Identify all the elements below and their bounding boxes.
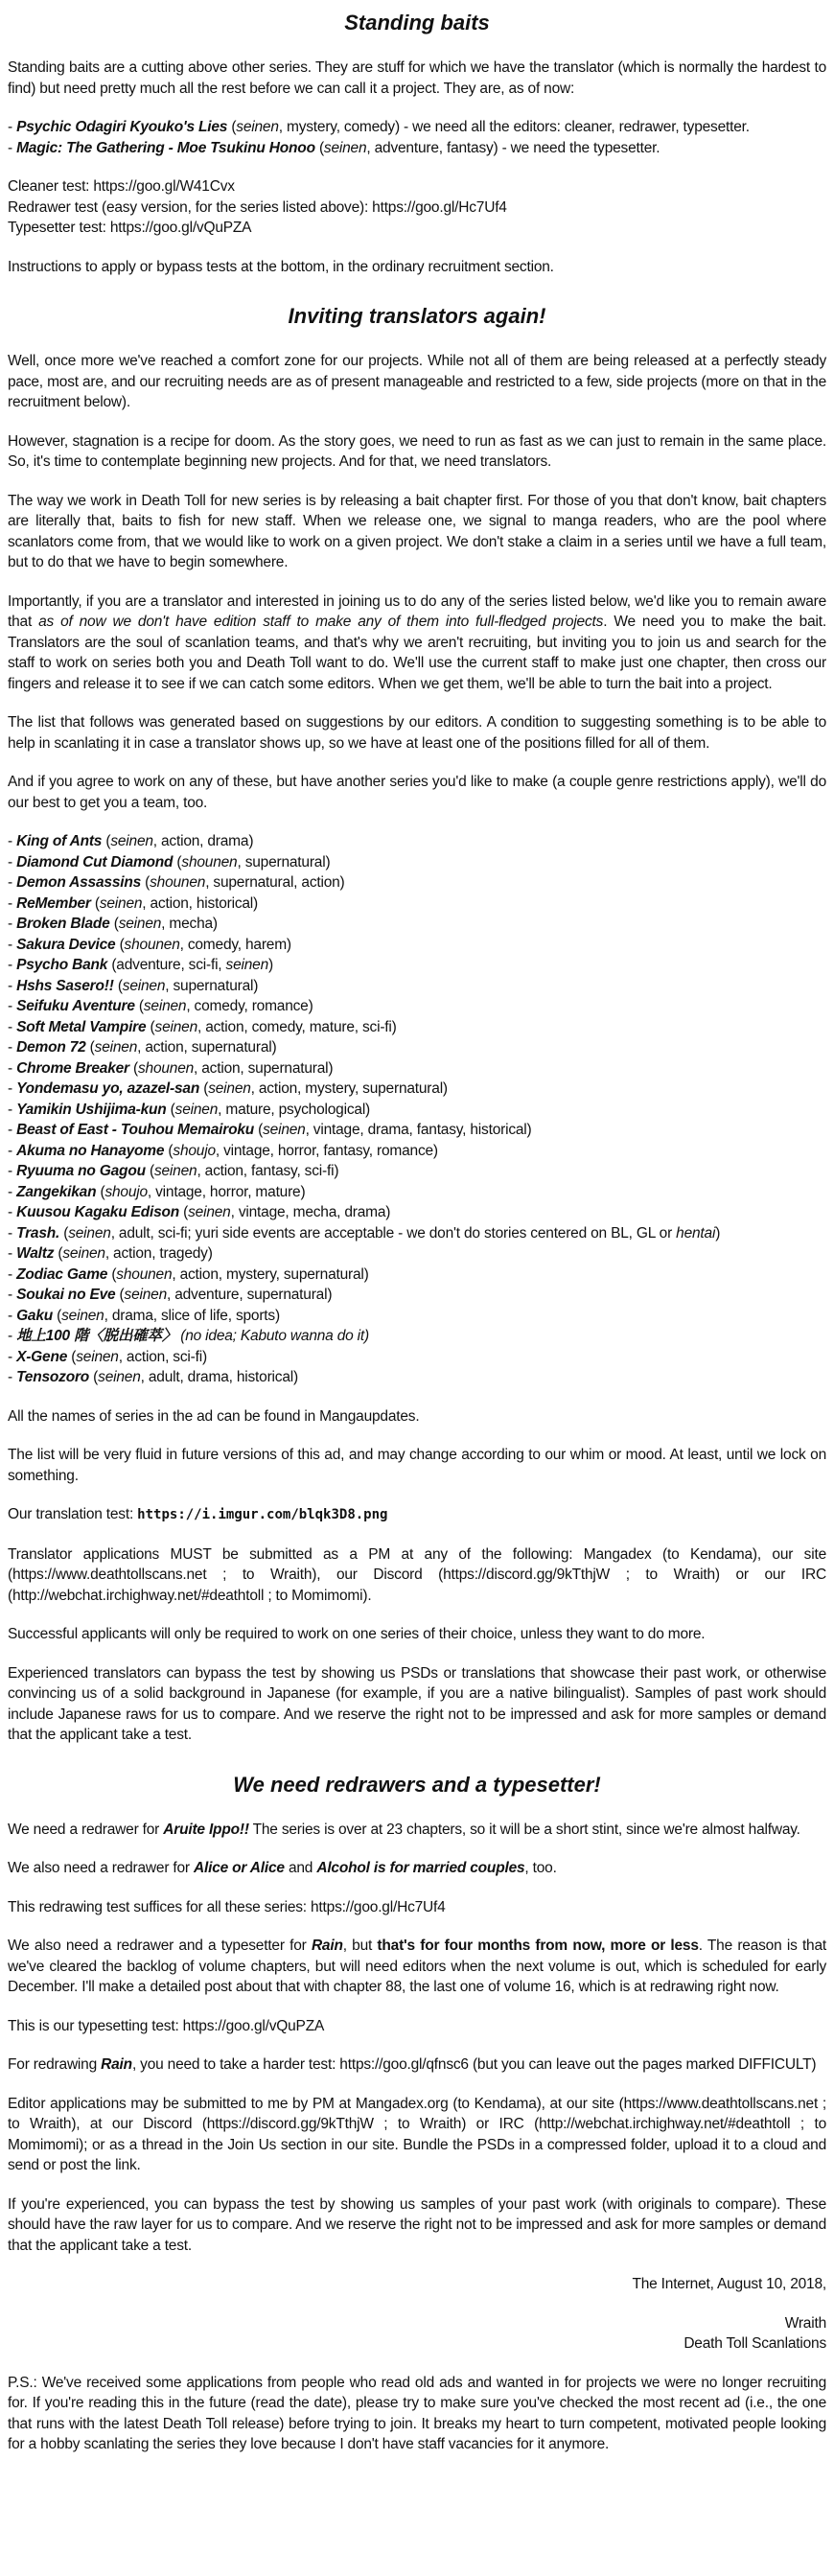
series-list-item [8,955,826,976]
text-segment: If you're experienced, you can bypass the test by showing us samples of your past work (with originals to compare). These should have the raw layer for us to compare. And we reserve the right not to be impressed and ask for more samples or demand that the applicant take a test. [8,2195,826,2254]
text-segment: ( [314,139,324,156]
text-segment: The Internet, August 10, 2018, [632,2276,826,2292]
series-list-item [8,1265,826,1286]
text-segment: Typesetter test: https://goo.gl/vQuPZA [8,220,252,236]
text-segment: Yamikin Ushijima-kun [16,1101,167,1118]
text-segment: ( [145,1163,154,1179]
text-segment: ( [90,894,100,912]
text-segment: , vintage, horror, fantasy, romance) [215,1142,438,1159]
heading-inviting-translators: Inviting translators again! [288,304,546,328]
text-segment: We need a redrawer for [8,1821,164,1838]
text-segment: - [8,1265,17,1283]
series-list-item [8,1079,826,1100]
text-segment: Gaku [16,1307,54,1324]
text-segment: Wraith [784,2314,826,2332]
series-list-item [8,1243,826,1265]
text-segment: ( [134,998,144,1014]
text-segment: . The reason is that we've cleared the backlog of volume chapters, but will need editors when the next volume is out, which is scheduled for early December. I'll make a detailed post about that with chapter 88, the last one of volume 16, which is at redrawing right now. [8,1938,826,1995]
text-segment: , comedy, harem) [179,936,291,953]
text-segment: shounen [124,936,180,953]
text-segment: - [8,1287,17,1303]
text-segment: seinen [110,833,153,849]
text-segment: that's for four months from now, more or less [377,1938,699,1954]
text-segment: seinen [124,1287,167,1303]
text-segment: , adult, drama, historical) [140,1369,298,1385]
text-segment: shounen [137,1059,195,1077]
bait-chapter-explanation [8,491,826,573]
another-series-paragraph [8,772,826,813]
test-link-line [8,176,826,197]
text-segment: Chrome Breaker [16,1059,129,1077]
series-list-item [8,852,826,873]
postscript-paragraph [8,2373,826,2455]
alice-alcohol-paragraph [8,1858,826,1879]
text-segment: , mystery, comedy) - we need all the editors: cleaner, redrawer, typesetter. [278,119,750,135]
text-segment: Ryuuma no Gagou [16,1163,146,1179]
text-segment: . We need you to make the bait. Translators are the soul of scanlation teams, and that's why we aren't recruiting, but inviting you to join us and search for the staff to work on series both you and Death Toll want to do. We'll use the current staff to make just one chapter, then cross our fingers and release it to see if we can catch some editors. When we get them, we'll be able to turn the bait into a project. [8,614,826,692]
text-segment: , action, sci-fi) [118,1348,207,1365]
text-segment: seinen [122,977,166,994]
translator-applications-paragraph [8,1544,826,1607]
text-segment: And if you agree to work on any of these, but have another series you'd like to make (a couple genre restrictions apply), we'll do our best to get you a team, too. [8,774,826,811]
series-list-item [8,893,826,915]
text-segment: ( [107,1265,117,1283]
test-link-line [8,218,826,239]
series-list-item [8,914,826,935]
text-segment: Aruite Ippo!! [163,1821,249,1838]
text-segment: - [8,1080,17,1097]
text-segment: - [8,936,17,953]
series-list-item [8,138,826,159]
text-segment: - [8,1142,17,1159]
text-segment: Importantly, if you are a translator and interested in joining us to do any of the series listed below, we'd like you to remain aware that [8,592,826,630]
document-body [8,10,826,2455]
successful-applicants-note [8,1624,826,1645]
text-segment: seinen [174,1101,219,1118]
standing-baits-intro [8,58,826,99]
signature-names [8,2313,826,2355]
text-segment: , action, supernatural) [194,1059,334,1077]
text-segment: We also need a redrawer and a typesetter for [8,1938,312,1954]
text-segment: - [8,1224,17,1242]
text-segment: , drama, slice of life, sports) [104,1307,280,1324]
translation-test-line [8,1504,826,1526]
text-segment: ( [53,1307,62,1324]
text-segment: - [8,1018,17,1035]
text-segment: Kuusou Kagaku Edison [16,1204,180,1220]
text-segment: , too. [524,1860,557,1876]
text-segment: seinen [188,1204,231,1220]
text-segment: Zodiac Game [16,1265,108,1283]
test-link-line [8,197,826,219]
text-segment: - [8,1328,17,1344]
series-list-item [8,1347,826,1368]
text-segment: - [8,874,17,891]
bait-series-list [8,831,826,1388]
text-segment: , action, fantasy, sci-fi) [197,1163,339,1179]
text-segment: Tensozoro [16,1369,90,1385]
text-segment: , action, drama) [152,833,254,849]
series-list-item [8,1100,826,1121]
text-segment: as of now we don't have edition staff to make any of them into full-fledged projects [38,614,604,630]
text-segment: - [8,1307,17,1324]
text-segment: ( [141,874,151,891]
text-segment: Editor applications may be submitted to me by PM at Mangadex.org (to Kendama), at our site (https://www.deathtollscans.net ; to Wraith), at our Discord (https://discord.gg/9kTthjW ; to Wraith) or IRC (http://webchat.irchighway.net/#deathtoll ; to Momimomi); or as a thread in the Join Us section in our site. Bundle the PSDs in a compressed folder, upload it to a cloud and send or post the link. [8,2095,826,2173]
text-segment: Rain [101,2056,132,2073]
text-segment: https://i.imgur.com/blqk3D8.png [137,1507,388,1522]
text-segment: hentai [676,1224,716,1242]
text-segment: , mecha) [161,916,218,932]
text-segment: , action, historical) [142,894,259,912]
text-segment: Waltz [16,1245,55,1262]
text-segment: , action, mystery, supernatural) [250,1080,448,1097]
text-segment: Akuma no Hanayome [16,1142,165,1159]
text-segment: (no idea; Kabuto wanna do it) [180,1328,369,1344]
signature-line [8,2313,826,2334]
text-segment: ( [59,1224,69,1242]
text-segment: seinen [225,957,269,973]
text-segment: ( [67,1348,77,1365]
text-segment: seinen [62,1245,105,1262]
text-segment: Sakura Device [16,936,116,953]
series-list-item [8,1037,826,1058]
text-segment: - [8,957,17,973]
text-segment: - [8,1039,17,1056]
text-segment: Our translation test: [8,1506,138,1522]
text-segment: seinen [323,139,367,156]
text-segment: , action, mystery, supernatural) [172,1265,369,1283]
text-segment: , adult, sci-fi; yuri side events are acceptable - we don't do stories centered on BL, GL or [110,1224,677,1242]
instructions-note [8,257,826,278]
text-segment: ( [173,853,182,870]
text-segment: seinen [143,998,187,1014]
text-segment: ( [89,1369,99,1385]
text-segment: , comedy, romance) [186,998,313,1014]
text-segment: The series is over at 23 chapters, so it will be a short stint, since we're almost halfway. [248,1821,800,1838]
text-segment: - [8,1101,17,1118]
text-segment: shounen [150,874,206,891]
text-segment: Standing baits are a cutting above other series. They are stuff for which we have the translator (which is normally the hardest to find) but need pretty much all the rest before we can call it a project. They are, as of now: [8,59,826,97]
text-segment: ( [113,977,123,994]
text-segment: seinen [76,1348,119,1365]
series-list-item [8,1326,826,1347]
series-list-item [8,1141,826,1162]
text-segment: - [8,1163,17,1179]
text-segment: - [8,1245,17,1262]
text-segment: Translator applications MUST be submitted as a PM at any of the following: Mangadex (to Kendama), our site (https://www.deathtollscans.net ; to Wraith), our Discord (https://discord.gg/9kTthjW ; to Wraith) or our IRC (http://webchat.irchighway.net/#deathtoll ; to Momimomi). [8,1545,826,1604]
heading-standing-baits: Standing baits [344,11,490,35]
text-segment: , action, comedy, mature, sci-fi) [197,1018,397,1035]
text-segment: and [284,1860,317,1876]
series-list-item [8,1306,826,1327]
text-segment: Successful applicants will only be required to work on one series of their choice, unless they want to do more. [8,1626,706,1642]
text-segment: Yondemasu yo, azazel-san [16,1080,200,1097]
text-segment: Well, once more we've reached a comfort zone for our projects. While not all of them are being released at a perfectly steady pace, most are, and our recruiting needs are as of present manageable and restricted to a few, side projects (more on that in the recruitment below). [8,353,826,410]
text-segment: ( [164,1142,174,1159]
text-segment: Experienced translators can bypass the test by showing us PSDs or translations that showcase their past work, or otherwise convincing us of a solid background in Japanese (for example, if you are a native bilingualist). Samples of past work should include Japanese raws for us to compare. And we reserve the right not to be impressed and ask for more samples or demand that the applicant take a test. [8,1664,826,1743]
text-segment: ( [179,1204,189,1220]
text-segment: The way we work in Death Toll for new series is by releasing a bait chapter first. For those of you that don't know, bait chapters are literally that, baits to fish for new staff. When we release one, we signal to manga readers, who are the pool where scanlators come from, that we would like to work on a given project. We don't stake a claim in a series until we have a full team, but to do that we have to begin somewhere. [8,492,826,570]
text-segment: The list will be very fluid in future versions of this ad, and may change according to our whim or mood. At least, until we lock on something. [8,1447,826,1484]
text-segment: - [8,1183,17,1200]
stagnation-paragraph [8,431,826,473]
text-segment: Redrawer test (easy version, for the series listed above): https://goo.gl/Hc7Uf4 [8,198,507,216]
editor-applications-paragraph [8,2094,826,2176]
text-segment: X-Gene [16,1348,68,1365]
text-segment: The list that follows was generated based on suggestions by our editors. A condition to suggesting something is to be able to help in scanlating it in case a translator shows up, so we have at least one of the positions filled for all of them. [8,714,826,752]
text-segment: ( [166,1101,175,1118]
text-segment: shoujo [173,1142,216,1159]
text-segment: seinen [94,1039,138,1056]
editor-bypass-paragraph [8,2194,826,2257]
text-segment: , vintage, horror, mature) [147,1183,306,1200]
test-links [8,176,826,239]
text-segment: Psychic Odagiri Kyouko's Lies [16,119,228,135]
text-segment: - [8,833,17,849]
translator-invitation-paragraph [8,592,826,695]
text-segment: Alcohol is for married couples [316,1860,525,1876]
text-segment: Diamond Cut Diamond [16,853,174,870]
text-segment: Death Toll Scanlations [683,2335,826,2352]
text-segment: - [8,977,17,994]
text-segment: seinen [236,119,279,135]
text-segment: Trash. [16,1224,60,1242]
text-segment: ( [199,1080,209,1097]
text-segment: King of Ants [16,833,103,849]
text-segment: ( [146,1018,155,1035]
text-segment: ( [115,1287,125,1303]
text-segment: ( [128,1059,138,1077]
text-segment: seinen [208,1080,251,1097]
text-segment: 地上100 階〈脱出確萃〉 [16,1328,177,1344]
text-segment: ) [268,957,273,973]
text-segment: Zangekikan [16,1183,97,1200]
text-segment: , supernatural, action) [205,874,345,891]
text-segment: ( [254,1122,264,1138]
text-segment: , supernatural) [165,977,259,994]
series-list-item [8,1161,826,1182]
series-list-item [8,1202,826,1223]
series-list-item [8,996,826,1017]
text-segment: This redrawing test suffices for all these series: https://goo.gl/Hc7Uf4 [8,1898,446,1915]
mangaupdates-note [8,1406,826,1427]
text-segment: , but [342,1938,378,1954]
text-segment: shounen [181,853,238,870]
series-list-item [8,1017,826,1038]
text-segment: Seifuku Aventure [16,998,135,1014]
text-segment: ( [115,936,125,953]
series-list-item [8,935,826,956]
text-segment: Soukai no Eve [16,1287,116,1303]
text-segment: , adventure, supernatural) [167,1287,333,1303]
redrawing-test-line [8,1897,826,1918]
text-segment: , action, tragedy) [104,1245,213,1262]
text-segment: seinen [98,1369,141,1385]
text-segment: , action, supernatural) [137,1039,277,1056]
text-segment: - [8,998,17,1014]
text-segment: - [8,1059,17,1077]
text-segment: - [8,139,17,156]
series-list-item [8,117,826,138]
comfort-zone-paragraph [8,351,826,413]
text-segment: - [8,1369,17,1385]
text-segment: - [8,916,17,932]
text-segment: shoujo [104,1183,148,1200]
signature-date [8,2274,826,2295]
text-segment: All the names of series in the ad can be found in Mangaupdates. [8,1407,420,1425]
text-segment: ( [102,833,111,849]
text-segment: seinen [118,916,162,932]
text-segment: seinen [61,1307,104,1324]
text-segment: P.S.: We've received some applications from people who read old ads and wanted in for projects we were no longer recruiting for. If you're reading this in the future (read the date), please try to make sure you've checked the most recent ad (i.e., the one that runs with the latest Death Toll release) before trying to join. It breaks my heart to turn competent, motivated people looking for a hobby scanlating the series they love because I don't have staff vacancies for it anymore. [8,2374,826,2452]
series-list-item [8,1223,826,1244]
series-list-item [8,1367,826,1388]
rain-paragraph [8,1936,826,1998]
heading-redrawers-typesetter: We need redrawers and a typesetter! [233,1772,601,1797]
text-segment: ( [109,916,119,932]
text-segment: ( [96,1183,105,1200]
text-segment: - [8,853,17,870]
text-segment: Instructions to apply or bypass tests at the bottom, in the ordinary recruitment section. [8,258,554,275]
text-segment: Demon Assassins [16,874,142,891]
text-segment: Hshs Sasero!! [16,977,114,994]
text-segment: Magic: The Gathering - Moe Tsukinu Honoo [16,139,315,156]
text-segment: Alice or Alice [194,1860,285,1876]
text-segment: , mature, psychological) [218,1101,371,1118]
signature-line [8,2333,826,2355]
series-list-item [8,831,826,852]
text-segment: Demon 72 [16,1039,86,1056]
series-list-item [8,1285,826,1306]
text-segment: We also need a redrawer for [8,1860,194,1876]
text-segment: , supernatural) [237,853,331,870]
typesetting-test-line [8,2016,826,2037]
text-segment: seinen [68,1224,111,1242]
text-segment: - [8,119,17,135]
text-segment: Rain [311,1938,343,1954]
text-segment: - [8,1204,17,1220]
series-list-item [8,1058,826,1079]
text-segment: (adventure, sci-fi, [107,957,226,973]
text-segment: ) [715,1224,721,1242]
text-segment: shounen [116,1265,173,1283]
text-segment: - [8,1122,17,1138]
text-segment: ( [54,1245,63,1262]
text-segment: seinen [263,1122,306,1138]
text-segment: , vintage, mecha, drama) [230,1204,391,1220]
text-segment: - [8,894,17,912]
text-segment: , you need to take a harder test: https://goo.gl/qfnsc6 (but you can leave out the pages marked DIFFICULT) [131,2056,817,2073]
text-segment: , vintage, drama, fantasy, historical) [305,1122,532,1138]
text-segment: - [8,1348,17,1365]
series-list-item [8,872,826,893]
text-segment: , adventure, fantasy) - we need the typesetter. [366,139,660,156]
text-segment: ReMember [16,894,91,912]
list-origin-paragraph [8,712,826,754]
standing-baits-series-list [8,117,826,158]
series-list-item [8,1120,826,1141]
text-segment: Soft Metal Vampire [16,1018,147,1035]
text-segment: This is our typesetting test: https://goo.gl/vQuPZA [8,2017,325,2034]
text-segment: Psycho Bank [16,957,108,973]
text-segment: ( [85,1039,95,1056]
text-segment: Beast of East - Touhou Memairoku [16,1122,255,1138]
text-segment: seinen [153,1163,197,1179]
rain-harder-test-paragraph [8,2054,826,2076]
aruite-ippo-paragraph [8,1820,826,1841]
text-segment: For redrawing [8,2056,102,2073]
series-list-item [8,1182,826,1203]
text-segment: Cleaner test: https://goo.gl/W41Cvx [8,178,235,195]
text-segment: seinen [154,1018,197,1035]
text-segment: ( [227,119,237,135]
text-segment: However, stagnation is a recipe for doom. As the story goes, we need to run as fast as we can just to remain in the same place. So, it's time to contemplate beginning new projects. And for that, we need translators. [8,432,826,470]
series-list-item [8,976,826,997]
text-segment: seinen [99,894,143,912]
text-segment: Broken Blade [16,916,110,932]
translator-bypass-paragraph [8,1663,826,1746]
fluid-list-note [8,1445,826,1486]
